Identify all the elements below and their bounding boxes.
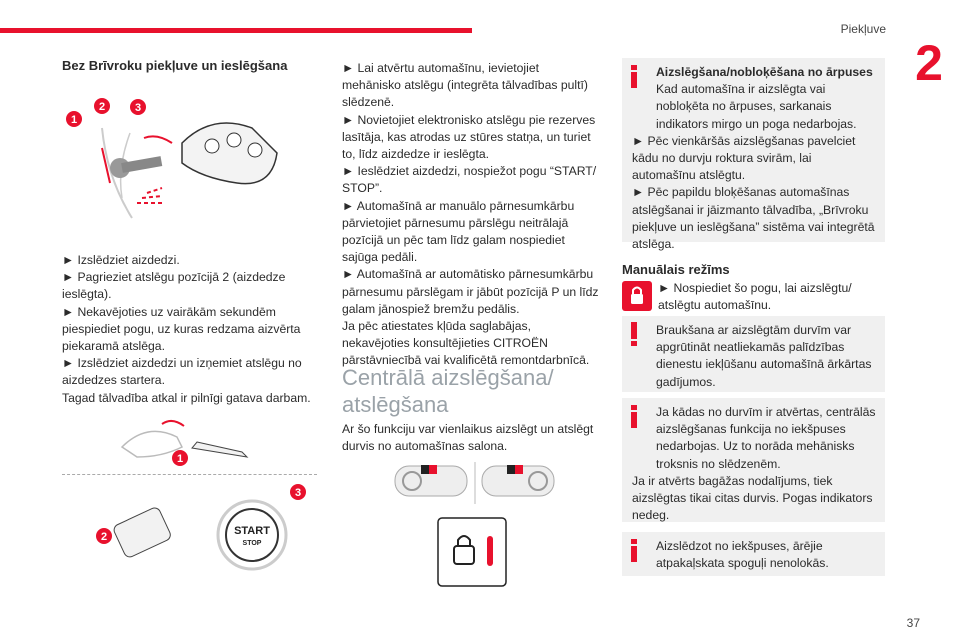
- step-2: ► Pagrieziet atslēgu pozīcijā 2 (aizdedze ieslēgta).: [62, 270, 286, 302]
- info-icon: [626, 538, 642, 562]
- warning-icon: [626, 322, 642, 346]
- col2-line-4: ► Automašīnā ar manuālo pārnesumkārbu pārvietojiet pārnesumu pārslēgu neitrālajā pozīcijā un pēc tam līdz galam nospiediet sajūga pedāli.: [342, 198, 575, 265]
- info-line-3: ► Pēc papildu bloķēšanas automašīnas atslēgšanai ir jāizmanto tālvadība, „Brīvroku piekļuve un ieslēgšana” sistēma vai integrētā atslēga.: [632, 185, 875, 252]
- callout-1: 1: [70, 114, 78, 126]
- mirrors-text: Aizslēdzot no iekšpuses, ārējie atpakaļskata spoguļi nenolokās.: [656, 539, 829, 571]
- section-heading: Bez Brīvroku piekļuve un ieslēgšana: [62, 58, 288, 73]
- manual-mode-heading: Manuālais režīms: [622, 262, 730, 277]
- callout-2: 2: [98, 101, 106, 113]
- info-box-mirrors: [622, 532, 885, 576]
- doors-text-1: Ja kādas no durvīm ir atvērtas, centrālās aizslēgšanas funkcija no iekšpuses nedarbojas. Uz to norāda mehānisks troksnis no slēdzenēm.: [656, 405, 876, 471]
- callout-1b: 1: [176, 453, 184, 465]
- key-illustration: [62, 88, 312, 238]
- top-accent-bar: [0, 28, 472, 33]
- info-box-doors: [622, 398, 885, 522]
- step-1: ► Izslēdziet aizdedzi.: [62, 253, 180, 267]
- callout-2b: 2: [100, 531, 108, 543]
- warning-text: Braukšana ar aizslēgtām durvīm var apgrūtināt neatliekamās palīdzības dienestu iekļūšanu automašīnā ārkārtas gadījumos.: [656, 323, 872, 389]
- step-note: Tagad tālvadība atkal ir pilnīgi gatava darbam.: [62, 390, 311, 405]
- info-line-2: ► Pēc vienkāršās aizslēgšanas pavelciet kādu no durvju roktura svirām, lai automašīnu atslēgtu.: [632, 133, 856, 183]
- col2-line-3: ► Ieslēdziet aizdedzi, nospiežot pogu “START/ STOP”.: [342, 164, 597, 196]
- col2-text: [342, 60, 600, 370]
- page-number: 37: [906, 616, 920, 630]
- info-box-exterior: [622, 58, 885, 252]
- info-title: Aizslēgšana/nobloķēšana no ārpuses: [656, 65, 873, 79]
- start-stop-illustration: [62, 480, 312, 590]
- section-title: Piekļuve: [840, 22, 886, 36]
- key-insert-illustration: [62, 412, 312, 472]
- lock-icon: [622, 281, 652, 311]
- col1-text: [62, 252, 312, 407]
- step-4: ► Izslēdziet aizdedzi un izņemiet atslēgu no aizdedzes startera.: [62, 356, 302, 388]
- dashboard-illustration: [390, 462, 560, 504]
- step-3: ► Nekavējoties uz vairākām sekundēm piespiediet pogu, uz kuras redzama aizvērta piekaramā atslēga.: [62, 304, 301, 354]
- callout-3: 3: [134, 102, 142, 114]
- callout-3b: 3: [294, 487, 302, 499]
- info-line-1: Kad automašīna ir aizslēgta vai nobloķēta no ārpuses, sarkanais indikators mirgo un poga nedarbojas.: [656, 82, 857, 131]
- col2-line-6: Ja pēc atiestates kļūda saglabājas, nekavējoties konsultējieties CITROËN pārstāvniecībā vai kvalificētā remontdarbnīcā.: [342, 319, 590, 368]
- divider: [62, 474, 317, 475]
- central-locking-text: Ar šo funkciju var vienlaikus aizslēgt un atslēgt durvis no automašīnas salona.: [342, 422, 594, 454]
- warning-box: [622, 316, 885, 392]
- manual-mode-text: ► Nospiediet šo pogu, lai aizslēgtu/ atslēgtu automašīnu.: [658, 281, 852, 313]
- start-label: START: [234, 525, 270, 537]
- info-icon: [626, 404, 642, 428]
- lock-button-illustration: [436, 516, 508, 588]
- col2-line-1: ► Lai atvērtu automašīnu, ievietojiet mehānisko atslēgu (integrēta tālvadības pultī) slēdzenē.: [342, 61, 588, 110]
- chapter-number: 2: [915, 35, 943, 91]
- col2-line-2: ► Novietojiet elektronisko atslēgu pie rezerves lasītāja, kas atrodas uz stūres statņa, un turiet to, līdz aizdedze ir ieslēgta.: [342, 112, 596, 162]
- central-locking-heading: Centrālā aizslēgšana/ atslēgšana: [342, 365, 554, 417]
- col2-line-5: ► Automašīnā ar automātisko pārnesumkārbu pārnesumu pārslēgam ir jābūt pozīcijā P un līdz galam jānospiež bremžu pedālis.: [342, 267, 599, 316]
- stop-label: STOP: [242, 540, 262, 547]
- doors-text-2: Ja ir atvērts bagāžas nodalījums, tiek aizslēgtas tikai citas durvis. Pogas indikators nedeg.: [632, 473, 873, 523]
- info-icon: [626, 64, 642, 88]
